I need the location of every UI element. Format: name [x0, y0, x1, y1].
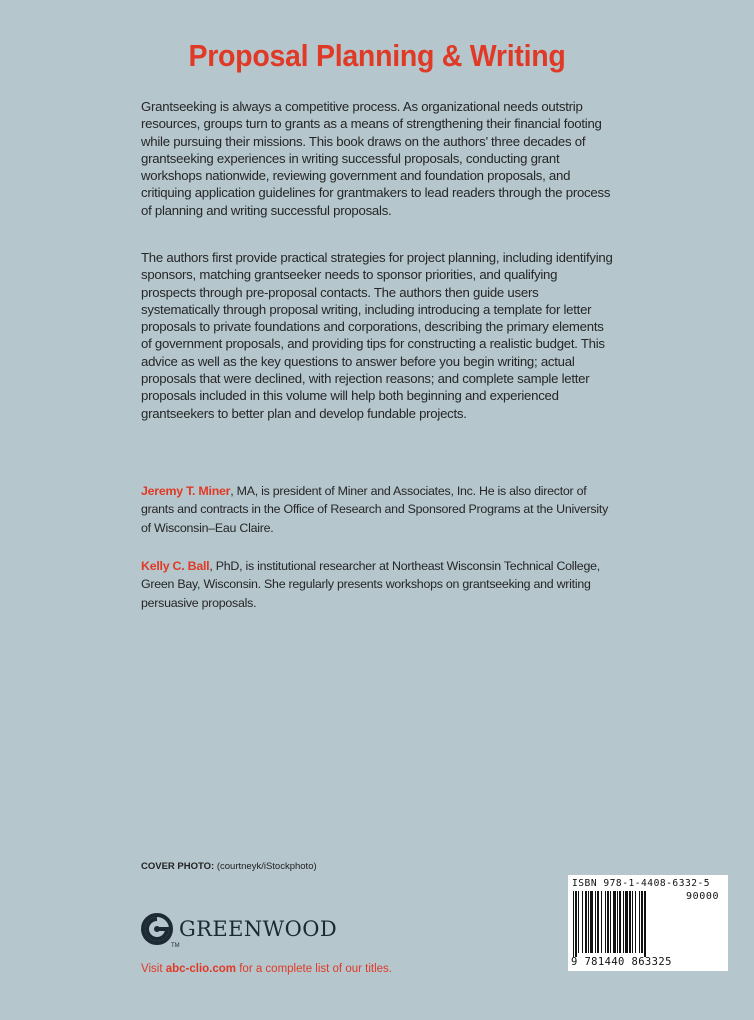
description-paragraph-1: Grantseeking is always a competitive process. As organizational needs outstrip resources, groups turn to grants as a means of strengthening their financial footing while pursuing their missions. This book draws on the authors’ three decades of grantseeking experiences in writing successful proposals, conducting grant workshops nationwide, reviewing government and foundation proposals, and critiquing application guidelines for grantmakers to lead readers through the process of planning and writing successful proposals. [141, 99, 611, 218]
barcode-bar [573, 891, 574, 957]
barcode-bar [605, 891, 606, 953]
author-name: Jeremy T. Miner [141, 484, 231, 498]
barcode-bar [607, 891, 609, 953]
ean-barcode-bars [572, 891, 684, 957]
author-bio-text: , PhD, is institutional researcher at Northeast Wisconsin Technical College, Green Bay, Wisconsin. She regularly presents workshops on grantseeking and writing persuasive proposals. [141, 559, 600, 610]
barcode-bar [625, 891, 628, 953]
barcode-bar [590, 891, 593, 953]
barcode-bar [597, 891, 599, 953]
description-paragraph-2: The authors first provide practical strategies for project planning, including identifying sponsors, matching grantseeker needs to sponsor priorities, and qualifying prospects through pre-proposal contacts. The authors then guide users systematically through proposal writing, including introducing a template for letter proposals to private foundations and corporations, describing the primary elements of government proposals, and providing tips for constructing a realistic budget. This advice as well as the key questions to answer before you begin writing; actual proposals that were declined, with rejection reasons; and complete sample letter proposals included in this volume will help both beginning and experienced grantseekers to better plan and develop fundable projects. [141, 250, 613, 421]
visit-suffix: for a complete list of our titles. [236, 963, 392, 975]
barcode-bar [575, 891, 577, 957]
barcode-bar [582, 891, 583, 953]
barcode-bar [641, 891, 643, 953]
barcode-bar [585, 891, 587, 953]
barcode-bar [629, 891, 631, 953]
barcode-bar [617, 891, 618, 953]
cover-photo-credit [141, 861, 317, 872]
author-bio-1 [141, 482, 615, 537]
trademark-mark: TM [171, 943, 180, 949]
price-code: 90000 [686, 891, 720, 902]
author-bio-2 [141, 557, 615, 612]
publisher-website-link[interactable]: abc-clio.com [165, 963, 237, 975]
barcode-bar [632, 891, 633, 953]
isbn-barcode [568, 875, 728, 971]
cover-photo-label: COVER PHOTO: [141, 861, 215, 872]
greenwood-logo-icon [141, 913, 180, 949]
barcode-bar [644, 891, 646, 957]
publisher-name: GREENWOOD [179, 917, 338, 941]
author-name: Kelly C. Ball [141, 559, 210, 573]
ean-number: 9 781440 863325 [571, 956, 672, 968]
isbn-number: ISBN 978-1-4408-6332-5 [572, 878, 711, 889]
barcode-bar [623, 891, 624, 953]
barcode-bar [610, 891, 611, 953]
visit-prefix: Visit [141, 963, 166, 975]
barcode-bar [619, 891, 621, 953]
barcode-bar [595, 891, 596, 953]
barcode-bar [588, 891, 589, 953]
publisher-logo [141, 913, 338, 949]
publisher-visit-line [141, 963, 392, 975]
barcode-bar [639, 891, 640, 953]
barcode-bar [635, 891, 636, 953]
book-title: Proposal Planning & Writing [188, 38, 566, 73]
author-bio-text: , MA, is president of Miner and Associates, Inc. He is also director of grants and contracts in the Office of Research and Sponsored Programs at the University of Wisconsin–Eau Claire. [141, 484, 609, 535]
barcode-bar [613, 891, 616, 953]
cover-photo-source: (courtneyk/iStockphoto) [216, 861, 317, 872]
barcode-bar [578, 891, 579, 953]
barcode-bar [601, 891, 602, 953]
